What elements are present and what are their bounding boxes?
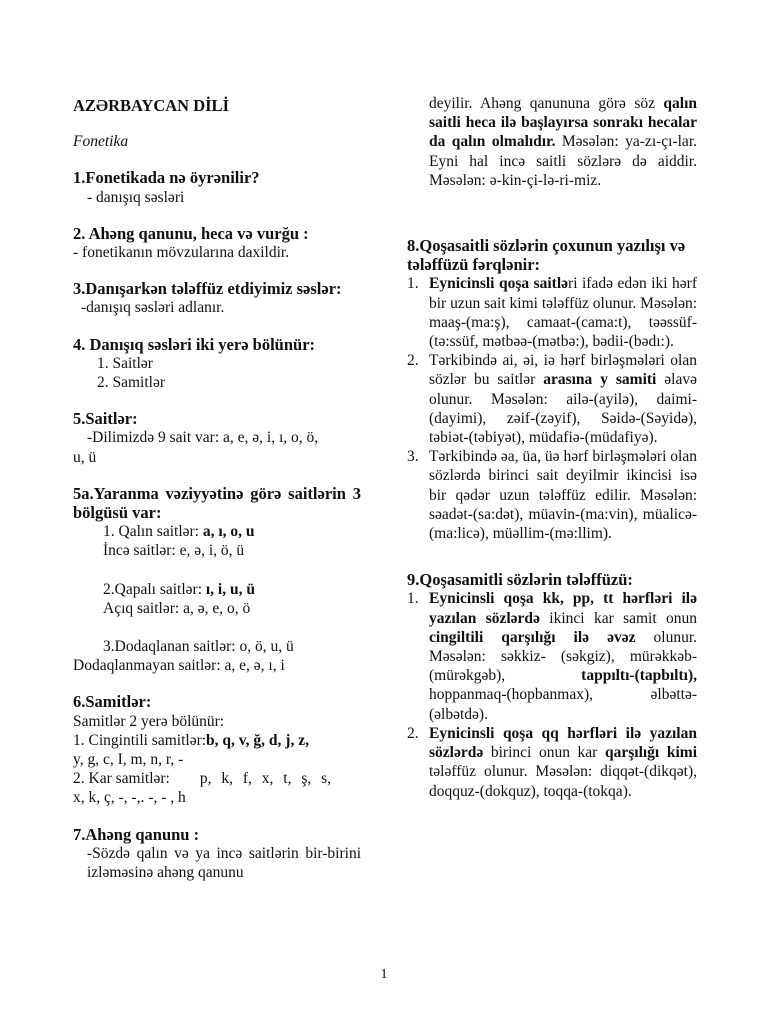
q7-continuation: deyilir. Ahəng qanununa görə söz qalın saitli heca ilə başlayırsa sonrakı hecalar da qalın olmalıdır. Məsələn: ya-zı-çı-lar. Eyni hal incə saitli sözlərə də aiddir. Məsələn: ə-kin-çi-lə-ri-miz. (429, 95, 698, 189)
q3-heading: 3.Danışarkən tələffüz etdiyimiz səslər: (73, 279, 342, 299)
q5a-group-3a: 3.Dodaqlanan saitlər: o, ö, u, ü (103, 638, 294, 656)
q7-heading: 7.Ahəng qanunu : (73, 824, 200, 844)
q8-heading: 8.Qoşasaitli sözlərin çoxunun yazılışı və tələffüzü fərqlənir: (407, 236, 686, 275)
q9-item: 2. Eynicinsli qoşa qq hərfləri ilə yazılan sözlərdə birinci onun kar qarşılığı kimi tələffüz olunur. Məsələn: diqqət-(dikqət), doqquz-(dokquz), toqqa-(tokqa). (407, 724, 698, 800)
q1-answer: - danışıq səsləri (87, 188, 185, 206)
q5-line: u, ü (73, 448, 97, 466)
q5a-group-3b: Dodaqlanmayan saitlər: a, e, ə, ı, i (73, 657, 285, 675)
q6-voiceless-cont: x, k, ç, -, -,. -, - , h (73, 789, 186, 807)
q5a-group-2a: 2.Qapalı saitlər: ı, i, u, ü (103, 580, 255, 598)
q6-heading: 6.Samitlər: (73, 692, 152, 712)
q2-heading: 2. Ahəng qanunu, heca və vurğu : (73, 223, 309, 243)
q5a-group-2b: Açıq saitlər: a, ə, e, o, ö (103, 599, 251, 617)
q6-voiceless: 2. Kar samitlər: p, k, f, x, t, ş, s, (73, 770, 332, 788)
q1-heading: 1.Fonetikada nə öyrənilir? (73, 168, 260, 188)
q5a-group-1b: İncə saitlər: e, ə, i, ö, ü (103, 542, 245, 560)
q9-heading: 9.Qoşasamitli sözlərin tələffüzü: (407, 570, 633, 590)
q9-item: 1. Eynicinsli qoşa kk, pp, tt hərfləri ilə yazılan sözlərdə ikinci kar samit onun cingiltili qarşılığı ilə əvəz olunur. Məsələn: səkkiz- (səkgiz), mürəkkəb-(mürəkgəb), tappıltı-(tapbıltı), hoppanmaq-(hopbanmax), əlbəttə-(əlbətdə). (407, 590, 698, 723)
q5a-heading: 5a.Yaranma vəziyyətinə görə saitlərin 3 bölgüsü var: (73, 483, 361, 523)
q2-answer: - fonetikanın mövzularına daxildir. (73, 244, 290, 262)
q6-intro: Samitlər 2 yerə bölünür: (73, 712, 225, 730)
q8-item: 2. Tərkibində ai, əi, iə hərf birləşmələri olan sözlər bu saitlər arasına y samiti əlavə olunur. Məsələn: ailə-(ayilə), daimi-(dayimi), zəif-(zəyif), Səidə-(Səyidə), təbiət-(təbiyət), müdafiə-(müdafiyə). (407, 352, 697, 447)
q5-line: -Dilimizdə 9 sait var: a, e, ə, i, ı, o, ö, (87, 429, 319, 447)
left-column (73, 96, 361, 882)
page-number: 1 (380, 967, 388, 982)
q7-text: -Sözdə qalın və ya incə saitlərin bir-birini izləməsinə ahəng qanunu (87, 844, 361, 882)
document-title: AZƏRBAYCAN DİLİ (73, 96, 229, 115)
q6-voiced-cont: y, g, c, I, m, n, r, - (73, 751, 184, 769)
q5-heading: 5.Saitlər: (73, 409, 138, 429)
q8-item: 1. Eynicinsli qoşa saitləri ifadə edən iki hərf bir uzun sait kimi tələffüz olunur. Məsələn: maaş-(ma:ş), camaat-(cama:t), təəssüf-(tə:ssüf, mətbəə-(mətbə:), bədii-(bədı:). (407, 275, 697, 351)
q4-item: 1. Saitlər (97, 354, 153, 372)
section-subtitle: Fonetika (73, 133, 129, 151)
q8-item: 3. Tərkibində əa, üa, üə hərf birləşmələri olan sözlərdə birinci sait deyilmir ikincisi isə bir qədər uzun tələffüz edilir. Məsələn: səadət-(sa:dət), müavin-(ma:vin), müalicə-(ma:licə), müəllim-(mə:llim). (407, 448, 697, 543)
right-column (407, 94, 697, 801)
q3-answer: -danışıq səsləri adlanır. (81, 299, 225, 317)
q4-heading: 4. Danışıq səsləri iki yerə bölünür: (73, 334, 316, 354)
q4-item: 2. Samitlər (97, 374, 166, 392)
q6-voiced: 1. Cingintili samitlər:b, q, v, ğ, d, j, z, (73, 731, 309, 749)
q5a-group-1a: 1. Qalın saitlər: a, ı, o, u (103, 523, 255, 541)
